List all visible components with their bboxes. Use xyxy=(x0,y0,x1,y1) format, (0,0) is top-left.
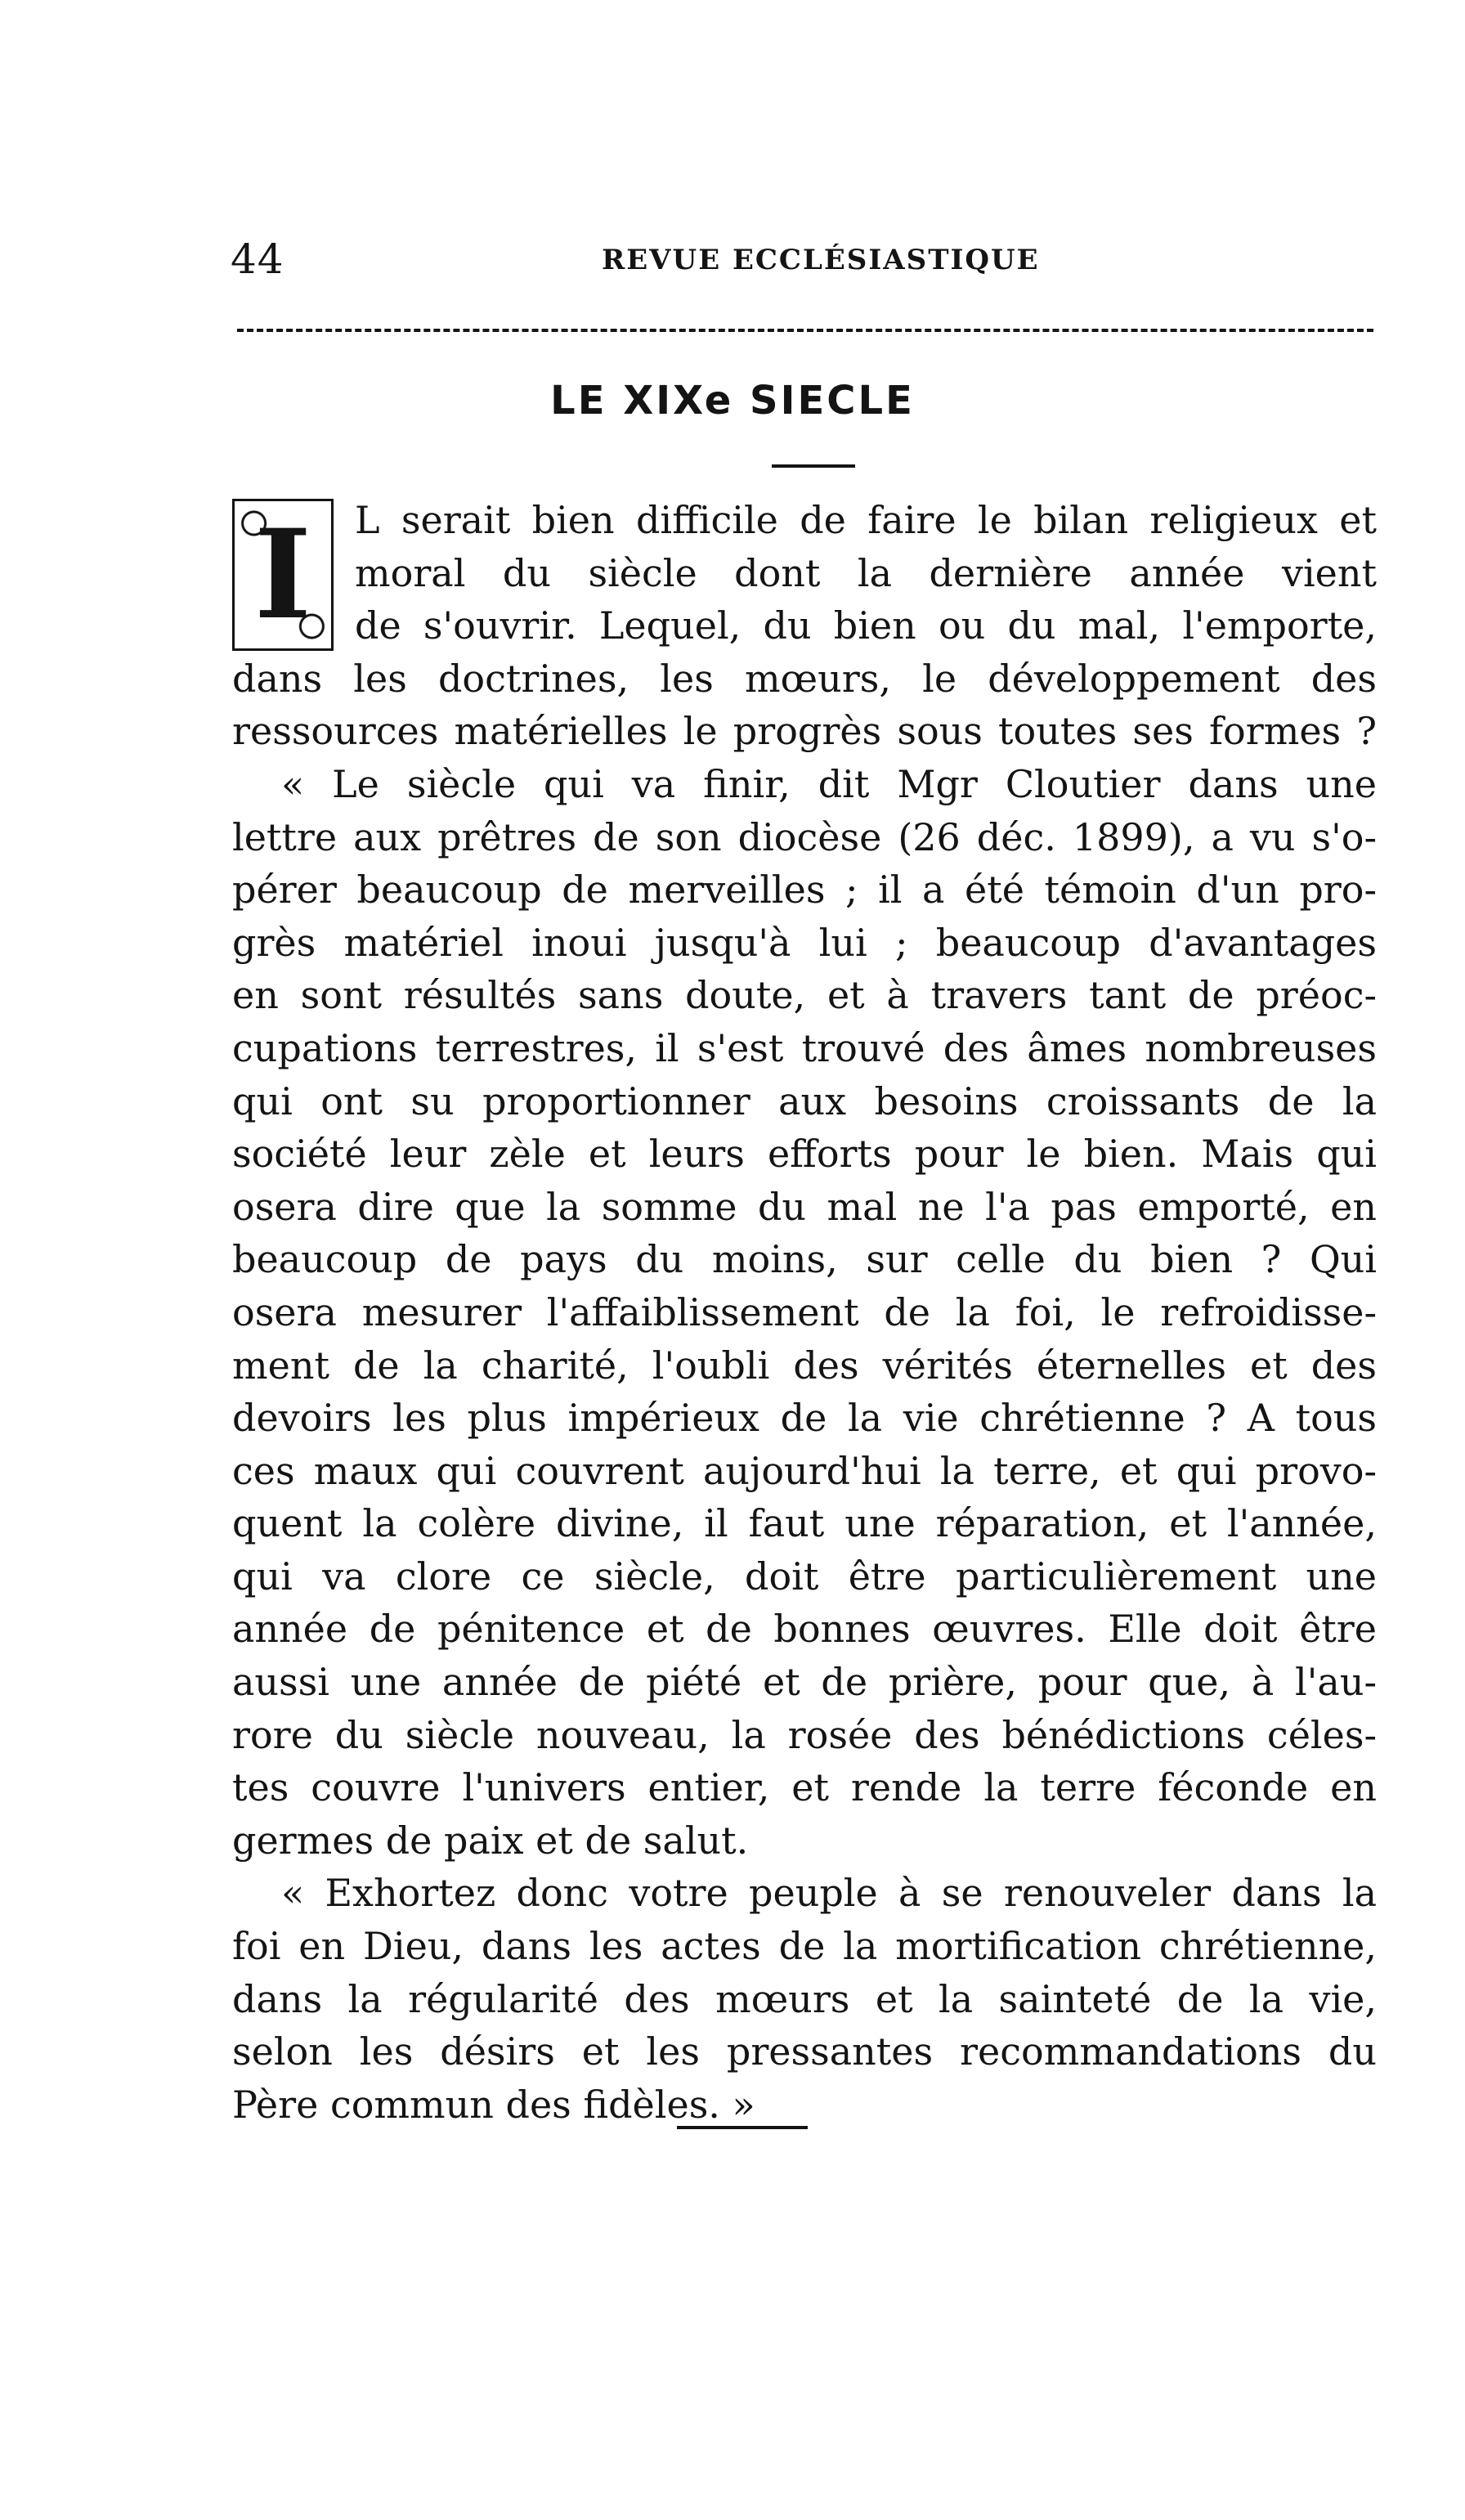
text-line: ment de la charité, l'oubli des vérités éternelles et des xyxy=(232,1343,1377,1388)
text-line: société leur zèle et leurs efforts pour le bien. Mais qui xyxy=(232,1132,1377,1177)
text-line: devoirs les plus impérieux de la vie chrétienne ? A tous xyxy=(232,1396,1377,1441)
text-line: de s'ouvrir. Lequel, du bien ou du mal, l'emporte, xyxy=(355,603,1377,648)
text-line: osera dire que la somme du mal ne l'a pas emporté, en xyxy=(232,1184,1377,1229)
text-line: lettre aux prêtres de son diocèse (26 déc. 1899), a vu s'o- xyxy=(232,814,1377,859)
text-line: en sont résultés sans doute, et à travers tant de préoc- xyxy=(232,973,1377,1018)
text-line: dans les doctrines, les mœurs, le développement des xyxy=(232,656,1377,701)
journal-title: REVUE ECCLÉSIASTIQUE xyxy=(602,244,1040,276)
text-line: tes couvre l'univers entier, et rende la terre féconde en xyxy=(232,1765,1377,1810)
text-line: année de pénitence et de bonnes œuvres. Elle doit être xyxy=(232,1607,1377,1652)
text-line: selon les désirs et les pressantes recommandations du xyxy=(232,2029,1377,2074)
text-line: qui ont su proportionner aux besoins croissants de la xyxy=(232,1078,1377,1123)
text-line: cupations terrestres, il s'est trouvé des âmes nombreuses xyxy=(232,1025,1377,1070)
dropcap-ornament: I xyxy=(232,499,334,651)
text-line: « Le siècle qui va finir, dit Mgr Cloutier dans une xyxy=(281,761,1377,806)
text-line: quent la colère divine, il faut une réparation, et l'année, xyxy=(232,1501,1377,1546)
text-line: osera mesurer l'affaiblissement de la foi, le refroidisse- xyxy=(232,1289,1377,1334)
title-rule xyxy=(772,464,855,468)
text-line: foi en Dieu, dans les actes de la mortification chrétienne, xyxy=(232,1924,1377,1969)
article-title: LE XIXe SIECLE xyxy=(550,378,915,424)
end-rule xyxy=(677,2126,808,2129)
text-line: Père commun des fidèles. » xyxy=(232,2082,755,2127)
text-line: beaucoup de pays du moins, sur celle du bien ? Qui xyxy=(232,1237,1377,1282)
text-line: L serait bien difficile de faire le bilan religieux et xyxy=(355,498,1377,542)
text-line: dans la régularité des mœurs et la sainteté de la vie, xyxy=(232,1976,1377,2021)
text-line: « Exhortez donc votre peuple à se renouveler dans la xyxy=(281,1871,1377,1916)
text-line: ressources matérielles le progrès sous toutes ses formes ? xyxy=(232,709,1377,754)
text-line: germes de paix et de salut. xyxy=(232,1818,749,1863)
text-line: ces maux qui couvrent aujourd'hui la terre, et qui provo- xyxy=(232,1448,1377,1493)
text-line: qui va clore ce siècle, doit être particulièrement une xyxy=(232,1554,1377,1599)
running-head xyxy=(231,235,1375,293)
text-line: aussi une année de piété et de prière, pour que, à l'au- xyxy=(232,1660,1377,1705)
text-line: grès matériel inoui jusqu'à lui ; beaucoup d'avantages xyxy=(232,920,1377,965)
text-line: moral du siècle dont la dernière année vient xyxy=(355,550,1377,595)
text-line: pérer beaucoup de merveilles ; il a été témoin d'un pro- xyxy=(232,868,1377,912)
header-rule xyxy=(237,329,1373,332)
text-line: rore du siècle nouveau, la rosée des bénédictions céles- xyxy=(232,1712,1377,1757)
article-body xyxy=(232,494,1377,2131)
page-number: 44 xyxy=(231,235,284,283)
